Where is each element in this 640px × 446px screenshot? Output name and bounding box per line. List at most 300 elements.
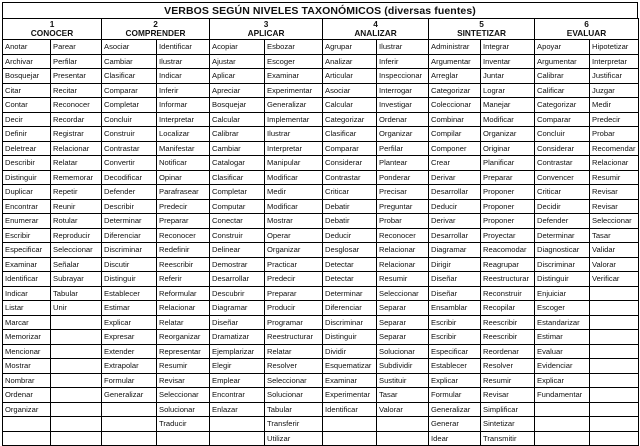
verb-cell: Considerar [323,156,377,171]
verb-cell: Inventar [481,54,535,69]
verb-cell: Utilizar [265,431,323,446]
verb-cell: Programar [265,315,323,330]
verb-cell: Asociar [102,40,157,55]
verb-cell: Generar [429,417,481,432]
verb-cell: Encontrar [210,388,265,403]
verb-cell: Seleccionar [590,214,639,229]
verb-cell: Listar [3,301,51,316]
table-row [3,228,639,243]
verb-cell: Inspeccionar [377,69,429,84]
verb-cell: Investigar [377,98,429,113]
verb-cell: Subdividir [377,359,429,374]
verb-cell: Experimentar [265,83,323,98]
verb-cell: Compilar [429,127,481,142]
verb-cell: Proyectar [481,228,535,243]
verb-cell [51,388,102,403]
table-row [3,141,639,156]
verb-cell: Formular [102,373,157,388]
verb-cell: Deletrear [3,141,51,156]
level-header-row [3,19,639,40]
verb-cell: Simplificar [481,402,535,417]
verb-cell: Resolver [265,359,323,374]
verb-cell: Hipotetizar [590,40,639,55]
verb-cell: Experimentar [323,388,377,403]
verb-cell [590,402,639,417]
verb-cell: Reformular [157,286,210,301]
verb-cell: Contrastar [102,141,157,156]
table-row [3,272,639,287]
table-row [3,301,639,316]
level-header-comprender: 2 COMPRENDER [102,19,210,40]
verb-cell: Solucionar [377,344,429,359]
table-row [3,373,639,388]
verb-cell: Evaluar [535,344,590,359]
verb-cell: Presentar [51,69,102,84]
verb-cell [51,359,102,374]
verb-cell: Archivar [3,54,51,69]
verb-cell: Plantear [377,156,429,171]
verb-cell: Verificar [590,272,639,287]
verb-cell: Diferenciar [323,301,377,316]
verb-cell: Conectar [210,214,265,229]
verb-cell: Deducir [323,228,377,243]
verb-cell: Describir [3,156,51,171]
verb-cell: Explicar [535,373,590,388]
verb-cell: Reescribir [481,330,535,345]
verb-cell: Identificar [323,402,377,417]
verb-cell: Detectar [323,257,377,272]
verb-cell: Generalizar [429,402,481,417]
verb-cell: Dirigir [429,257,481,272]
verb-cell [535,402,590,417]
verb-cell: Resumir [590,170,639,185]
verb-cell: Diseñar [429,272,481,287]
verb-cell: Diferenciar [102,228,157,243]
verb-cell: Decir [3,112,51,127]
verb-cell: Notificar [157,156,210,171]
verb-cell: Desglosar [323,243,377,258]
verb-cell: Esbozar [265,40,323,55]
verb-cell: Tasar [590,228,639,243]
verb-cell: Organizar [377,127,429,142]
verb-cell: Discutir [102,257,157,272]
table-row [3,257,639,272]
verb-cell [51,344,102,359]
verb-cell: Traducir [157,417,210,432]
verb-cell: Administrar [429,40,481,55]
verb-cell: Especificar [429,344,481,359]
verb-cell: Tasar [377,388,429,403]
level-header-sintetizar: 5 SINTETIZAR [429,19,535,40]
verb-cell: Reproducir [51,228,102,243]
verb-cell: Completar [102,98,157,113]
verb-cell: Reescribir [481,315,535,330]
verb-cell: Resolver [481,359,535,374]
verb-cell: Seleccionar [157,388,210,403]
verb-cell: Localizar [157,127,210,142]
table-row [3,359,639,374]
verb-cell: Escribir [429,330,481,345]
verb-cell: Precisar [377,185,429,200]
verb-cell: Relacionar [51,141,102,156]
verb-cell: Reescribir [157,257,210,272]
verb-cell: Contrastar [535,156,590,171]
verb-cell: Bosquejar [210,98,265,113]
verb-cell: Reunir [51,199,102,214]
verb-cell: Combinar [429,112,481,127]
verb-cell: Originar [481,141,535,156]
verb-cell: Relacionar [157,301,210,316]
verb-cell: Señalar [51,257,102,272]
verb-cell: Defender [102,185,157,200]
verb-cell: Inferir [157,83,210,98]
verb-table-body [3,40,639,446]
verb-cell: Cambiar [210,141,265,156]
verb-cell: Argumentar [429,54,481,69]
verb-cell: Subrayar [51,272,102,287]
verb-cell [377,431,429,446]
verb-cell: Extrapolar [102,359,157,374]
verb-cell: Demostrar [210,257,265,272]
table-row [3,243,639,258]
verb-cell: Modificar [265,170,323,185]
verb-cell: Juzgar [590,83,639,98]
verb-cell [51,373,102,388]
verb-cell: Acopiar [210,40,265,55]
verb-cell: Revisar [590,185,639,200]
verb-cell: Marcar [3,315,51,330]
verb-cell: Probar [377,214,429,229]
verb-cell: Escribir [429,315,481,330]
verb-cell: Clasificar [323,127,377,142]
verb-cell: Probar [590,127,639,142]
verb-cell: Valorar [377,402,429,417]
verb-cell: Calibrar [535,69,590,84]
verb-cell: Interrogar [377,83,429,98]
verb-cell: Diagnosticar [535,243,590,258]
verb-cell: Duplicar [3,185,51,200]
table-row [3,98,639,113]
verb-cell: Manifestar [157,141,210,156]
table-row [3,214,639,229]
verb-cell: Implementar [265,112,323,127]
verb-cell: Revisar [590,199,639,214]
verb-cell: Reestructurar [481,272,535,287]
verb-cell: Mencionar [3,344,51,359]
verb-cell: Recomendar [590,141,639,156]
verb-cell: Encontrar [3,199,51,214]
verb-cell: Escoger [535,301,590,316]
verb-cell: Producir [265,301,323,316]
verb-cell: Desarrollar [429,228,481,243]
verb-cell: Calibrar [210,127,265,142]
table-row [3,185,639,200]
verb-cell: Diseñar [429,286,481,301]
verb-cell: Rememorar [51,170,102,185]
table-row [3,54,639,69]
verb-cell: Valorar [590,257,639,272]
verb-cell: Recitar [51,83,102,98]
verb-cell: Predecir [265,272,323,287]
verb-cell: Catalogar [210,156,265,171]
verb-cell: Criticar [323,185,377,200]
verb-cell: Perfilar [377,141,429,156]
verb-cell: Elegir [210,359,265,374]
verb-cell: Perfilar [51,54,102,69]
verb-cell: Proponer [481,199,535,214]
verb-cell: Mostrar [265,214,323,229]
verb-cell: Analizar [323,54,377,69]
verb-cell: Resumir [157,359,210,374]
verb-cell: Fundamentar [535,388,590,403]
verb-cell: Separar [377,330,429,345]
verb-cell: Expresar [102,330,157,345]
verb-cell: Manejar [481,98,535,113]
verb-cell: Concluir [102,112,157,127]
verb-cell: Definir [3,127,51,142]
verb-cell: Organizar [265,243,323,258]
table-row [3,330,639,345]
verb-cell: Dividir [323,344,377,359]
verb-cell: Formular [429,388,481,403]
verb-cell: Dramatizar [210,330,265,345]
verb-cell: Coleccionar [429,98,481,113]
verb-cell: Reconocer [377,228,429,243]
table-title: VERBOS SEGÚN NIVELES TAXONÓMICOS (diversas fuentes) [2,2,638,18]
verb-cell: Opinar [157,170,210,185]
verb-cell: Examinar [323,373,377,388]
verb-cell: Interpretar [590,54,639,69]
verb-cell: Referir [157,272,210,287]
verb-cell: Deducir [429,199,481,214]
verb-cell: Discriminar [102,243,157,258]
verb-cell [3,431,51,446]
verb-cell: Discriminar [323,315,377,330]
verb-cell: Evidenciar [535,359,590,374]
verb-cell: Parear [51,40,102,55]
verb-cell: Redefinir [157,243,210,258]
verb-cell: Calificar [535,83,590,98]
verb-cell: Indicar [3,286,51,301]
verb-cell: Considerar [535,141,590,156]
verb-cell: Inferir [377,54,429,69]
verb-cell: Generalizar [265,98,323,113]
verb-cell [535,431,590,446]
verb-cell: Reordenar [481,344,535,359]
verb-cell: Esquematizar [323,359,377,374]
verb-cell: Explicar [102,315,157,330]
verb-cell: Derivar [429,170,481,185]
verb-cell: Argumentar [535,54,590,69]
table-row [3,315,639,330]
verb-cell: Juntar [481,69,535,84]
verb-cell: Transmitir [481,431,535,446]
verb-cell: Contar [3,98,51,113]
verb-cell: Enumerar [3,214,51,229]
verb-cell: Resumir [377,272,429,287]
verb-cell: Agrupar [323,40,377,55]
verb-cell: Integrar [481,40,535,55]
verb-cell: Asociar [323,83,377,98]
verb-cell: Componer [429,141,481,156]
verb-cell: Tabular [265,402,323,417]
verb-cell: Preguntar [377,199,429,214]
verb-cell: Discriminar [535,257,590,272]
verb-cell: Comparar [323,141,377,156]
verb-cell: Comparar [102,83,157,98]
verb-cell: Escoger [265,54,323,69]
verb-cell: Completar [210,185,265,200]
verb-cell: Sintetizar [481,417,535,432]
verb-cell: Defender [535,214,590,229]
verb-cell: Mostrar [3,359,51,374]
verb-cell [590,359,639,374]
verb-cell: Modificar [481,112,535,127]
table-row [3,156,639,171]
verb-cell: Memorizar [3,330,51,345]
table-row [3,431,639,446]
verb-cell [210,417,265,432]
taxonomy-verbs-table [2,18,639,446]
verb-cell: Decodificar [102,170,157,185]
verb-cell [157,431,210,446]
verb-cell: Indicar [157,69,210,84]
verb-cell: Revisar [481,388,535,403]
verb-cell: Construir [210,228,265,243]
verb-cell: Proponer [481,185,535,200]
verb-cell: Construir [102,127,157,142]
verb-cell: Clasificar [210,170,265,185]
verb-cell: Concluir [535,127,590,142]
verb-cell: Relacionar [377,257,429,272]
verb-cell: Crear [429,156,481,171]
level-header-analizar: 4 ANALIZAR [323,19,429,40]
verb-cell: Cambiar [102,54,157,69]
verb-cell: Solucionar [157,402,210,417]
verb-cell: Bosquejar [3,69,51,84]
verb-cell: Unir [51,301,102,316]
verb-cell: Reorganizar [157,330,210,345]
verb-cell: Identificar [3,272,51,287]
table-row [3,40,639,55]
verb-cell: Categorizar [535,98,590,113]
verb-cell: Arreglar [429,69,481,84]
verb-cell: Reconocer [157,228,210,243]
verb-cell: Revisar [157,373,210,388]
verb-cell: Seleccionar [51,243,102,258]
verb-cell: Rotular [51,214,102,229]
verb-cell [102,417,157,432]
verb-cell: Clasificar [102,69,157,84]
verb-cell: Emplear [210,373,265,388]
verb-cell: Examinar [265,69,323,84]
verb-cell: Decidir [535,199,590,214]
verb-cell: Repetir [51,185,102,200]
verb-cell: Enlazar [210,402,265,417]
verb-cell [102,402,157,417]
verb-cell: Preparar [157,214,210,229]
verb-cell: Describir [102,199,157,214]
verb-cell: Seleccionar [377,286,429,301]
verb-cell: Reestructurar [265,330,323,345]
table-row [3,69,639,84]
verb-cell: Representar [157,344,210,359]
verb-cell: Idear [429,431,481,446]
verb-cell: Anotar [3,40,51,55]
verb-cell: Relatar [265,344,323,359]
verb-cell [377,417,429,432]
verb-cell: Distinguir [323,330,377,345]
verb-cell: Diagramar [210,301,265,316]
verb-cell: Registrar [51,127,102,142]
verb-cell: Citar [3,83,51,98]
verb-cell [590,431,639,446]
verb-cell [590,301,639,316]
verb-cell [590,286,639,301]
verb-cell: Derivar [429,214,481,229]
verb-cell: Calcular [210,112,265,127]
verb-cell: Escribir [3,228,51,243]
verb-cell: Relacionar [377,243,429,258]
verb-cell: Medir [590,98,639,113]
verb-cell: Detectar [323,272,377,287]
verb-cell: Determinar [535,228,590,243]
verb-cell [51,431,102,446]
verb-cell: Interpretar [265,141,323,156]
verb-cell: Distinguir [535,272,590,287]
verb-cell: Ajustar [210,54,265,69]
verb-cell: Computar [210,199,265,214]
verb-cell: Articular [323,69,377,84]
verb-cell [3,417,51,432]
verb-cell: Operar [265,228,323,243]
level-header-evaluar: 6 EVALUAR [535,19,639,40]
table-row [3,112,639,127]
verb-cell: Preparar [265,286,323,301]
verb-cell: Separar [377,301,429,316]
verb-cell [102,431,157,446]
verb-cell: Ilustrar [265,127,323,142]
verb-cell: Relatar [157,315,210,330]
verb-cell: Reacomodar [481,243,535,258]
verb-cell: Reconocer [51,98,102,113]
verb-cell: Resumir [481,373,535,388]
verb-cell [51,330,102,345]
verb-cell: Explicar [429,373,481,388]
verb-cell [590,315,639,330]
verb-cell: Distinguir [102,272,157,287]
table-row [3,402,639,417]
verb-cell: Extender [102,344,157,359]
verb-cell: Reagrupar [481,257,535,272]
verb-cell: Ponderar [377,170,429,185]
verb-cell: Organizar [481,127,535,142]
verb-cell: Medir [265,185,323,200]
table-row [3,388,639,403]
verb-cell: Parafrasear [157,185,210,200]
verb-cell: Nombrar [3,373,51,388]
verb-cell [590,417,639,432]
verb-cell: Calcular [323,98,377,113]
level-header-aplicar: 3 APLICAR [210,19,323,40]
verb-cell: Desarrollar [210,272,265,287]
table-row [3,417,639,432]
verb-cell: Distinguir [3,170,51,185]
verb-cell: Convertir [102,156,157,171]
verb-cell: Justificar [590,69,639,84]
verb-cell: Estimar [535,330,590,345]
verb-cell: Convencer [535,170,590,185]
